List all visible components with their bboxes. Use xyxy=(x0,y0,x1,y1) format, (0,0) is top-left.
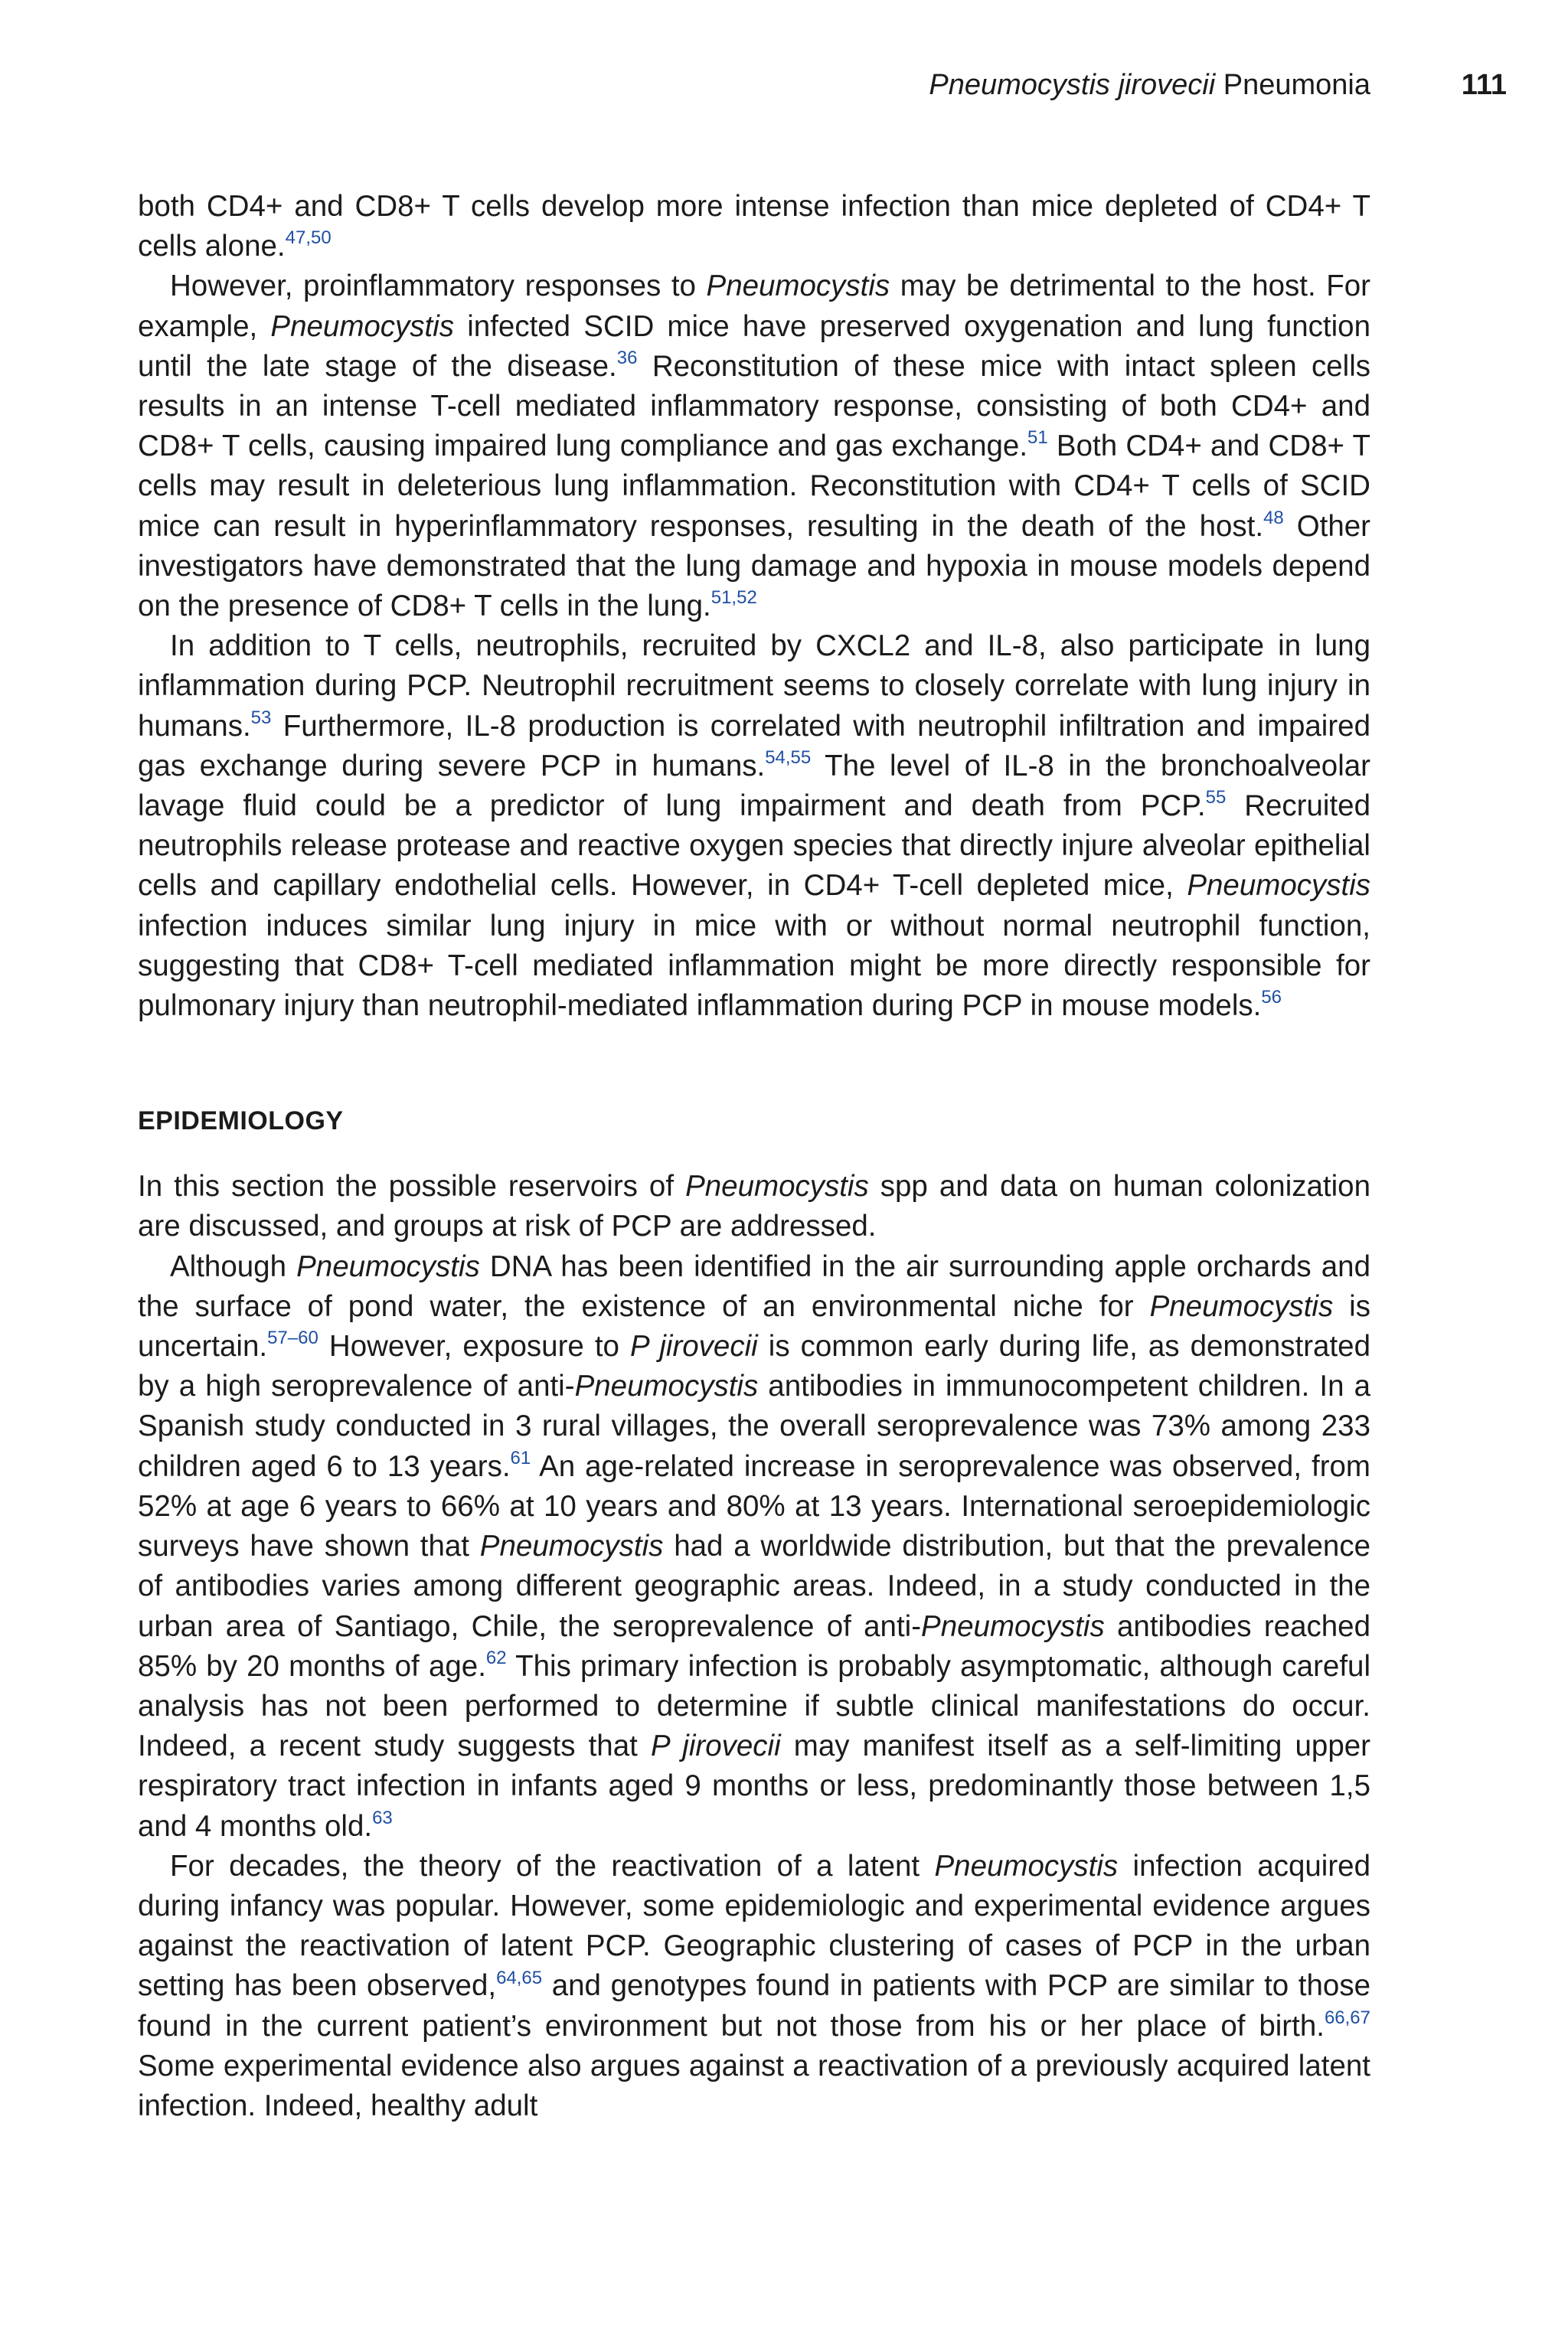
text-run: Although xyxy=(170,1250,297,1283)
italic-term: Pneumocystis xyxy=(1187,869,1370,903)
paragraph xyxy=(138,626,1370,1026)
paragraph xyxy=(138,1167,1370,1246)
italic-term: Pneumocystis xyxy=(270,309,455,343)
text-run: DNA has been identified in the air surrounding apple orchards and the surface of pond water, the existence of an environmental niche for xyxy=(138,1250,1371,1323)
italic-term: Pneumocystis xyxy=(479,1530,664,1563)
reference-citation[interactable]: 36 xyxy=(616,347,638,368)
paragraph xyxy=(138,266,1370,626)
reference-citation[interactable]: 47,50 xyxy=(285,227,332,249)
text-run: both CD4+ and CD8+ T cells develop more intense infection than mice depleted of CD4+ T cells alone. xyxy=(138,190,1370,263)
reference-citation[interactable]: 63 xyxy=(372,1807,393,1828)
text-run: In this section the possible reservoirs of xyxy=(138,1170,686,1204)
text-run: antibodies reached 85% by 20 months of age. xyxy=(138,1609,1370,1683)
page-number: 111 xyxy=(1461,69,1507,101)
italic-term: Pneumocystis xyxy=(574,1370,759,1403)
text-run: The level of IL-8 in the bronchoalveolar lavage fluid could be a predictor of lung impairment and death from PCP. xyxy=(138,749,1371,823)
reference-citation[interactable]: 51,52 xyxy=(710,587,757,609)
paragraph xyxy=(138,1847,1370,2126)
text-run: is common early during life, as demonstrated by a high seroprevalence of anti- xyxy=(138,1330,1370,1403)
reference-citation[interactable]: 66,67 xyxy=(1324,2007,1370,2028)
text-run: antibodies in immunocompetent children. In a Spanish study conducted in 3 rural villages, the overall seroprevalence was 73% among 233 children aged 6 to 13 years. xyxy=(138,1370,1370,1483)
italic-term: Pneumocystis xyxy=(921,1609,1105,1643)
paragraph xyxy=(138,1247,1370,1847)
reference-citation[interactable]: 53 xyxy=(250,707,272,728)
reference-citation[interactable]: 55 xyxy=(1205,787,1227,808)
text-run: This primary infection is probably asymptomatic, although careful analysis has not been performed to determine if subtle clinical manifestations do occur. Indeed, a recent study suggests that xyxy=(138,1649,1370,1763)
reference-citation[interactable]: 57–60 xyxy=(267,1328,318,1349)
text-run: may manifest itself as a self-limiting upper respiratory tract infection in infants aged 9 months or less, predominantly those between 1,5 and 4 months old. xyxy=(138,1730,1370,1843)
text-run: An age-related increase in seroprevalence was observed, from 52% at age 6 years to 66% at 10 years and 80% at 13 years. International seroepidemiologic surveys have shown that xyxy=(138,1449,1370,1563)
text-run: Some experimental evidence also argues against a reactivation of a previously acquired latent infection. Indeed, healthy adult xyxy=(138,2049,1370,2122)
running-title-italic: Pneumocystis jirovecii xyxy=(929,69,1216,101)
running-title-rest: Pneumonia xyxy=(1215,69,1370,101)
italic-term: P jirovecii xyxy=(630,1330,758,1364)
reference-citation[interactable]: 48 xyxy=(1263,507,1284,528)
text-run: may be detrimental to the host. For example, xyxy=(138,270,1371,343)
italic-term: Pneumocystis xyxy=(1149,1289,1334,1323)
italic-term: Pneumocystis xyxy=(934,1849,1119,1883)
text-run: and genotypes found in patients with PCP are similar to those found in the current patient’s environment but not those from his or her place of birth. xyxy=(138,1969,1370,2043)
text-run: Reconstitution of these mice with intact spleen cells results in an intense T-cell mediated inflammatory response, consisting of both CD4+ and CD8+ T cells, causing impaired lung compliance and gas exchange. xyxy=(138,349,1371,463)
italic-term: P jirovecii xyxy=(650,1730,781,1763)
text-run: had a worldwide distribution, but that the prevalence of antibodies varies among different geographic areas. Indeed, in a study conducted in the urban area of Santiago, Chile, the seroprevalence of anti- xyxy=(138,1530,1370,1643)
reference-citation[interactable]: 54,55 xyxy=(765,747,812,769)
text-run: However, exposure to xyxy=(318,1330,631,1364)
text-run: is uncertain. xyxy=(138,1289,1370,1364)
text-run: However, proinflammatory responses to xyxy=(170,270,707,303)
reference-citation[interactable]: 51 xyxy=(1027,427,1048,449)
text-run: For decades, the theory of the reactivation of a latent xyxy=(170,1849,935,1883)
text-run: infection acquired during infancy was popular. However, some epidemiologic and experimental evidence argues against the reactivation of latent PCP. Geographic clustering of cases of PCP in the urban setting has been observed, xyxy=(138,1849,1370,2003)
text-run: Furthermore, IL-8 production is correlated with neutrophil infiltration and impaired gas exchange during severe PCP in humans. xyxy=(138,709,1370,782)
section-paragraphs xyxy=(138,1167,1370,2126)
text-run: infected SCID mice have preserved oxygenation and lung function until the late stage of the disease. xyxy=(138,309,1370,383)
reference-citation[interactable]: 56 xyxy=(1261,987,1282,1008)
text-run: In addition to T cells, neutrophils, recruited by CXCL2 and IL-8, also participate in lung inflammation during PCP. Neutrophil recruitment seems to closely correlate with lung injury in humans. xyxy=(138,629,1370,743)
text-run: spp and data on human colonization are discussed, and groups at risk of PCP are addressed. xyxy=(138,1170,1370,1243)
running-title xyxy=(929,66,1370,104)
paragraph xyxy=(138,187,1370,266)
text-run: Other investigators have demonstrated that the lung damage and hypoxia in mouse models depend on the presence of CD8+ T cells in the lung. xyxy=(138,509,1370,623)
running-head xyxy=(138,66,1507,104)
italic-term: Pneumocystis xyxy=(685,1170,869,1204)
reference-citation[interactable]: 62 xyxy=(485,1647,507,1668)
reference-citation[interactable]: 64,65 xyxy=(496,1967,543,1988)
text-run: Both CD4+ and CD8+ T cells may result in deleterious lung inflammation. Reconstitution with CD4+ T cells of SCID mice can result in hyperinflammatory responses, resulting in the death of the host. xyxy=(138,430,1370,543)
intro-paragraphs xyxy=(138,187,1370,1026)
reference-citation[interactable]: 61 xyxy=(510,1447,531,1468)
article-body xyxy=(138,187,1370,2126)
italic-term: Pneumocystis xyxy=(296,1250,480,1283)
italic-term: Pneumocystis xyxy=(706,270,890,303)
text-run: infection induces similar lung injury in mice with or without normal neutrophil function, suggesting that CD8+ T-cell mediated inflammation might be more directly responsible for pulmonary injury than neutrophil-mediated inflammation during PCP in mouse models. xyxy=(138,909,1370,1023)
section-heading: EPIDEMIOLOGY xyxy=(138,1106,344,1136)
text-run: Recruited neutrophils release protease and reactive oxygen species that directly injure alveolar epithelial cells and capillary endothelial cells. However, in CD4+ T-cell depleted mice, xyxy=(138,789,1370,903)
